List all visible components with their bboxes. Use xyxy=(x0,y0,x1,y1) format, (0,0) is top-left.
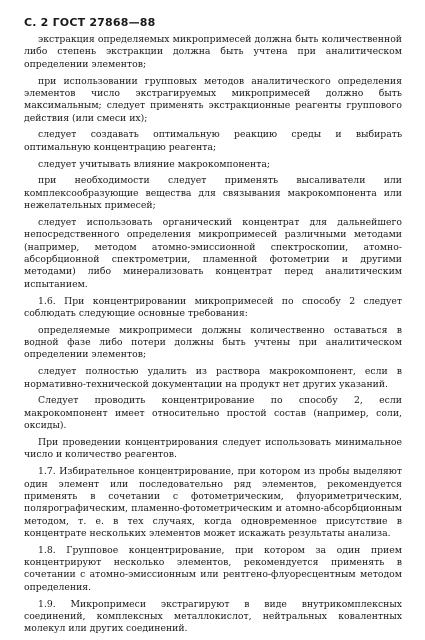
document-body xyxy=(24,34,402,640)
clause-1-8: 1.8. Групповое концентрирование, при котором за один прием концентрируют несколько элементов, рекомендуется применять в сочетании с атомно-эмиссионным или рентгено-флуоресцентным методом определения. xyxy=(24,544,402,593)
paragraph: экстракция определяемых микропримесей должна быть количественной либо степень экстракции должна быть учтена при аналитическом определении элементов; xyxy=(24,34,402,70)
page-header: С. 2 ГОСТ 27868—88 xyxy=(24,16,156,29)
paragraph: при использовании групповых методов аналитического определения элементов число экстрагируемых микропримесей должно быть максимальным; следует применять экстракционные реагенты группового действия (или смеси их); xyxy=(24,75,402,124)
clause-1-6: 1.6. При концентрировании микропримесей по способу 2 следует соблюдать следующие основные требования: xyxy=(24,295,402,319)
clause-1-9: 1.9. Микропримеси экстрагируют в виде внутрикомплексных соединений, комплексных металлокислот, нейтральных ковалентных молекул или других соединений. xyxy=(24,598,402,635)
paragraph: следует полностью удалить из раствора макрокомпонент, если в нормативно-технической документации на продукт нет других указаний. xyxy=(24,366,402,390)
paragraph: Следует проводить концентрирование по способу 2, если макрокомпонент имеет относительно простой состав (например, соли, оксиды). xyxy=(24,395,402,432)
paragraph: следует использовать органический концентрат для дальнейшего непосредственного определения микропримесей различными методами (например, методом атомно-эмиссионной спектроскопии, атомно-абсорбционной спектрометрии, пламенной фотометрии и другими методами) либо минерализовать концентрат перед аналитическим испытанием. xyxy=(24,216,402,290)
paragraph: следует создавать оптимальную реакцию среды и выбирать оптимальную концентрацию реагента; xyxy=(24,129,402,153)
paragraph: определяемые микропримеси должны количественно оставаться в водной фазе либо потери должны быть учтены при аналитическом определении элементов; xyxy=(24,324,402,361)
paragraph: При проведении концентрирования следует использовать минимальное число и количество реагентов. xyxy=(24,436,402,461)
paragraph: при необходимости следует применять высаливатели или комплексообразующие вещества для связывания макрокомпонента или нежелательных примесей; xyxy=(24,175,402,212)
paragraph: следует учитывать влияние макрокомпонента; xyxy=(38,158,271,170)
clause-1-7: 1.7. Избирательное концентрирование, при котором из пробы выделяют один элемент или последовательно ряд элементов, рекомендуется применять в сочетании с фотометрическим, флуориметрическим, полярографическим, пламенно-фотометрическим и атомно-абсорбционным методом, т. е. в тех случаях, когда одновременное присутствие в концентрате нескольких элементов может искажать результаты анализа. xyxy=(24,466,402,539)
